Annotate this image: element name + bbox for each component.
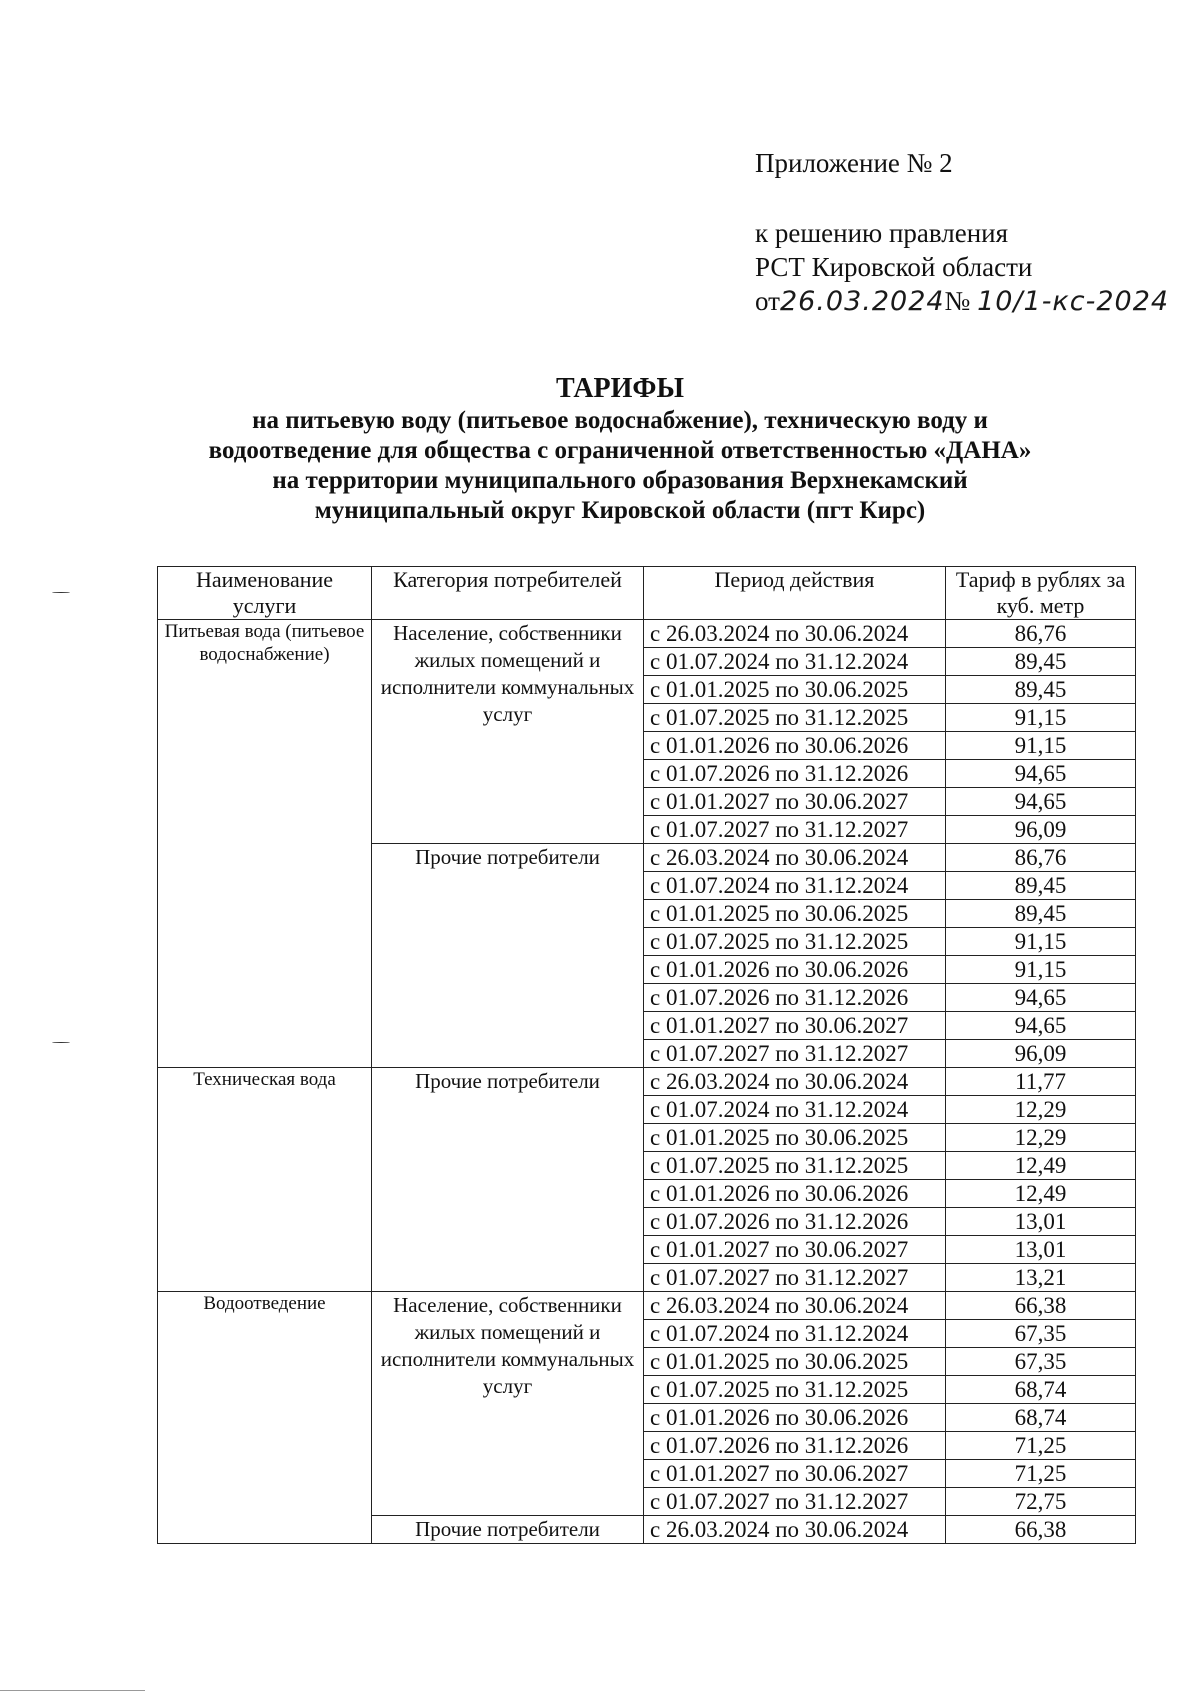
period-cell: с 01.07.2025 по 31.12.2025 bbox=[644, 1152, 946, 1180]
period-cell: с 01.07.2027 по 31.12.2027 bbox=[644, 816, 946, 844]
period-cell: с 01.01.2025 по 30.06.2025 bbox=[644, 1124, 946, 1152]
rate-value: 91,15 bbox=[1014, 705, 1067, 730]
rate-value: 66,38 bbox=[1014, 1517, 1067, 1542]
header-category: Категория потребителей bbox=[372, 567, 644, 620]
table-row bbox=[158, 1068, 1136, 1096]
period-cell: с 01.01.2026 по 30.06.2026 bbox=[644, 732, 946, 760]
rate-value: 94,65 bbox=[1014, 1013, 1067, 1038]
category-cell: Население, собственники жилых помещений и исполнители коммунальных услуг bbox=[372, 1292, 644, 1516]
period-cell: с 01.01.2026 по 30.06.2026 bbox=[644, 956, 946, 984]
category-cell: Прочие потребители bbox=[372, 844, 644, 1068]
rate-value: 13,01 bbox=[1014, 1209, 1067, 1234]
rate-cell bbox=[946, 1012, 1136, 1040]
rate-value: 68,74 bbox=[1014, 1377, 1067, 1402]
rate-cell bbox=[946, 1264, 1136, 1292]
handwritten-number: 10/1-кс-2024 bbox=[977, 286, 1170, 317]
spacer bbox=[755, 180, 1169, 216]
period-cell: с 01.07.2024 по 31.12.2024 bbox=[644, 1320, 946, 1348]
rate-cell bbox=[946, 676, 1136, 704]
rate-value: 89,45 bbox=[1014, 901, 1067, 926]
category-cell: Население, собственники жилых помещений и исполнители коммунальных услуг bbox=[372, 620, 644, 844]
punch-mark bbox=[52, 592, 70, 594]
rate-value: 86,76 bbox=[1014, 621, 1067, 646]
rate-value: 91,15 bbox=[1014, 929, 1067, 954]
period-cell: с 01.01.2025 по 30.06.2025 bbox=[644, 1348, 946, 1376]
rate-cell bbox=[946, 1376, 1136, 1404]
rate-cell bbox=[946, 1292, 1136, 1320]
rate-value: 89,45 bbox=[1014, 649, 1067, 674]
rate-value: 91,15 bbox=[1014, 957, 1067, 982]
rate-cell bbox=[946, 1180, 1136, 1208]
heading-line-3: на территории муниципального образования Верхнекамский bbox=[272, 467, 968, 494]
rate-cell bbox=[946, 620, 1136, 648]
rate-cell bbox=[946, 1488, 1136, 1516]
scan-edge-line bbox=[0, 1690, 145, 1691]
rate-cell bbox=[946, 984, 1136, 1012]
rate-cell bbox=[946, 1516, 1136, 1544]
table-row bbox=[158, 1292, 1136, 1320]
category-cell: Прочие потребители bbox=[372, 1516, 644, 1544]
rate-cell bbox=[946, 1460, 1136, 1488]
period-cell: с 01.07.2025 по 31.12.2025 bbox=[644, 704, 946, 732]
rate-value: 89,45 bbox=[1014, 873, 1067, 898]
period-cell: с 01.07.2026 по 31.12.2026 bbox=[644, 1208, 946, 1236]
rate-cell bbox=[946, 788, 1136, 816]
rate-cell bbox=[946, 900, 1136, 928]
rate-value: 12,29 bbox=[1014, 1125, 1067, 1150]
rate-cell bbox=[946, 1320, 1136, 1348]
period-cell: с 26.03.2024 по 30.06.2024 bbox=[644, 844, 946, 872]
period-cell: с 01.01.2027 по 30.06.2027 bbox=[644, 1012, 946, 1040]
rate-value: 94,65 bbox=[1014, 761, 1067, 786]
category-cell: Прочие потребители bbox=[372, 1068, 644, 1292]
rate-cell bbox=[946, 1152, 1136, 1180]
heading-line-2: водоотведение для общества с ограниченной ответственностью «ДАНА» bbox=[208, 437, 1032, 464]
document-heading bbox=[120, 372, 1120, 526]
rate-value: 72,75 bbox=[1014, 1489, 1067, 1514]
document-title: ТАРИФЫ bbox=[556, 373, 684, 404]
rate-value: 13,01 bbox=[1014, 1237, 1067, 1262]
rate-value: 67,35 bbox=[1014, 1321, 1067, 1346]
rate-value: 12,49 bbox=[1014, 1153, 1067, 1178]
table-body bbox=[158, 620, 1136, 1544]
rate-cell bbox=[946, 928, 1136, 956]
rate-value: 67,35 bbox=[1014, 1349, 1067, 1374]
rate-cell bbox=[946, 1348, 1136, 1376]
rate-cell bbox=[946, 816, 1136, 844]
period-cell: с 01.07.2025 по 31.12.2025 bbox=[644, 928, 946, 956]
service-cell: Питьевая вода (питьевое водоснабжение) bbox=[158, 620, 372, 1068]
rate-value: 96,09 bbox=[1014, 817, 1067, 842]
period-cell: с 01.01.2027 по 30.06.2027 bbox=[644, 1236, 946, 1264]
rate-value: 66,38 bbox=[1014, 1293, 1067, 1318]
rate-value: 68,74 bbox=[1014, 1405, 1067, 1430]
rate-cell bbox=[946, 1040, 1136, 1068]
period-cell: с 01.07.2026 по 31.12.2026 bbox=[644, 984, 946, 1012]
punch-mark bbox=[52, 1042, 70, 1044]
number-prefix: № bbox=[944, 286, 971, 316]
service-cell: Техническая вода bbox=[158, 1068, 372, 1292]
period-cell: с 01.07.2027 по 31.12.2027 bbox=[644, 1040, 946, 1068]
period-cell: с 26.03.2024 по 30.06.2024 bbox=[644, 620, 946, 648]
rate-value: 71,25 bbox=[1014, 1433, 1067, 1458]
appendix-title: Приложение № 2 bbox=[755, 148, 953, 178]
period-cell: с 01.07.2027 по 31.12.2027 bbox=[644, 1488, 946, 1516]
rate-value: 96,09 bbox=[1014, 1041, 1067, 1066]
rate-cell bbox=[946, 1096, 1136, 1124]
rate-value: 91,15 bbox=[1014, 733, 1067, 758]
rate-value: 89,45 bbox=[1014, 677, 1067, 702]
rate-cell bbox=[946, 1404, 1136, 1432]
rate-value: 71,25 bbox=[1014, 1461, 1067, 1486]
rate-cell bbox=[946, 1068, 1136, 1096]
heading-line-4: муниципальный округ Кировской области (пгт Кирс) bbox=[314, 497, 926, 524]
period-cell: с 26.03.2024 по 30.06.2024 bbox=[644, 1068, 946, 1096]
rate-cell bbox=[946, 648, 1136, 676]
service-cell: Водоотведение bbox=[158, 1292, 372, 1544]
rate-value: 13,21 bbox=[1014, 1265, 1067, 1290]
rate-value: 86,76 bbox=[1014, 845, 1067, 870]
table-row bbox=[158, 620, 1136, 648]
period-cell: с 01.01.2026 по 30.06.2026 bbox=[644, 1404, 946, 1432]
rate-value: 94,65 bbox=[1014, 985, 1067, 1010]
rate-cell bbox=[946, 1432, 1136, 1460]
period-cell: с 01.07.2024 по 31.12.2024 bbox=[644, 648, 946, 676]
period-cell: с 01.07.2026 по 31.12.2026 bbox=[644, 1432, 946, 1460]
period-cell: с 01.01.2025 по 30.06.2025 bbox=[644, 676, 946, 704]
appendix-decision-line: к решению правления bbox=[755, 218, 1009, 248]
rate-value: 12,29 bbox=[1014, 1097, 1067, 1122]
rate-value: 12,49 bbox=[1014, 1181, 1067, 1206]
period-cell: с 01.07.2026 по 31.12.2026 bbox=[644, 760, 946, 788]
rate-cell bbox=[946, 1208, 1136, 1236]
heading-line-1: на питьевую воду (питьевое водоснабжение), техническую воду и bbox=[252, 407, 988, 434]
rate-cell bbox=[946, 1236, 1136, 1264]
appendix-block bbox=[755, 146, 1169, 319]
period-cell: с 26.03.2024 по 30.06.2024 bbox=[644, 1516, 946, 1544]
rate-cell bbox=[946, 872, 1136, 900]
period-cell: с 01.07.2025 по 31.12.2025 bbox=[644, 1376, 946, 1404]
period-cell: с 01.01.2025 по 30.06.2025 bbox=[644, 900, 946, 928]
period-cell: с 26.03.2024 по 30.06.2024 bbox=[644, 1292, 946, 1320]
rate-cell bbox=[946, 704, 1136, 732]
tariff-table bbox=[157, 566, 1136, 1544]
period-cell: с 01.07.2027 по 31.12.2027 bbox=[644, 1264, 946, 1292]
period-cell: с 01.01.2026 по 30.06.2026 bbox=[644, 1180, 946, 1208]
period-cell: с 01.01.2027 по 30.06.2027 bbox=[644, 1460, 946, 1488]
rate-cell bbox=[946, 844, 1136, 872]
rate-value: 94,65 bbox=[1014, 789, 1067, 814]
table-header-row bbox=[158, 567, 1136, 620]
rate-cell bbox=[946, 760, 1136, 788]
header-service: Наименование услуги bbox=[158, 567, 372, 620]
rate-value: 11,77 bbox=[1015, 1069, 1066, 1094]
date-prefix: от bbox=[755, 286, 780, 316]
appendix-date-number-line bbox=[755, 284, 1169, 319]
header-rate: Тариф в рублях за куб. метр bbox=[946, 567, 1136, 620]
rate-cell bbox=[946, 732, 1136, 760]
period-cell: с 01.07.2024 по 31.12.2024 bbox=[644, 872, 946, 900]
rate-cell bbox=[946, 956, 1136, 984]
period-cell: с 01.07.2024 по 31.12.2024 bbox=[644, 1096, 946, 1124]
handwritten-date: 26.03.2024 bbox=[779, 286, 945, 317]
rate-cell bbox=[946, 1124, 1136, 1152]
period-cell: с 01.01.2027 по 30.06.2027 bbox=[644, 788, 946, 816]
header-period: Период действия bbox=[644, 567, 946, 620]
appendix-authority-line: РСТ Кировской области bbox=[755, 252, 1033, 282]
